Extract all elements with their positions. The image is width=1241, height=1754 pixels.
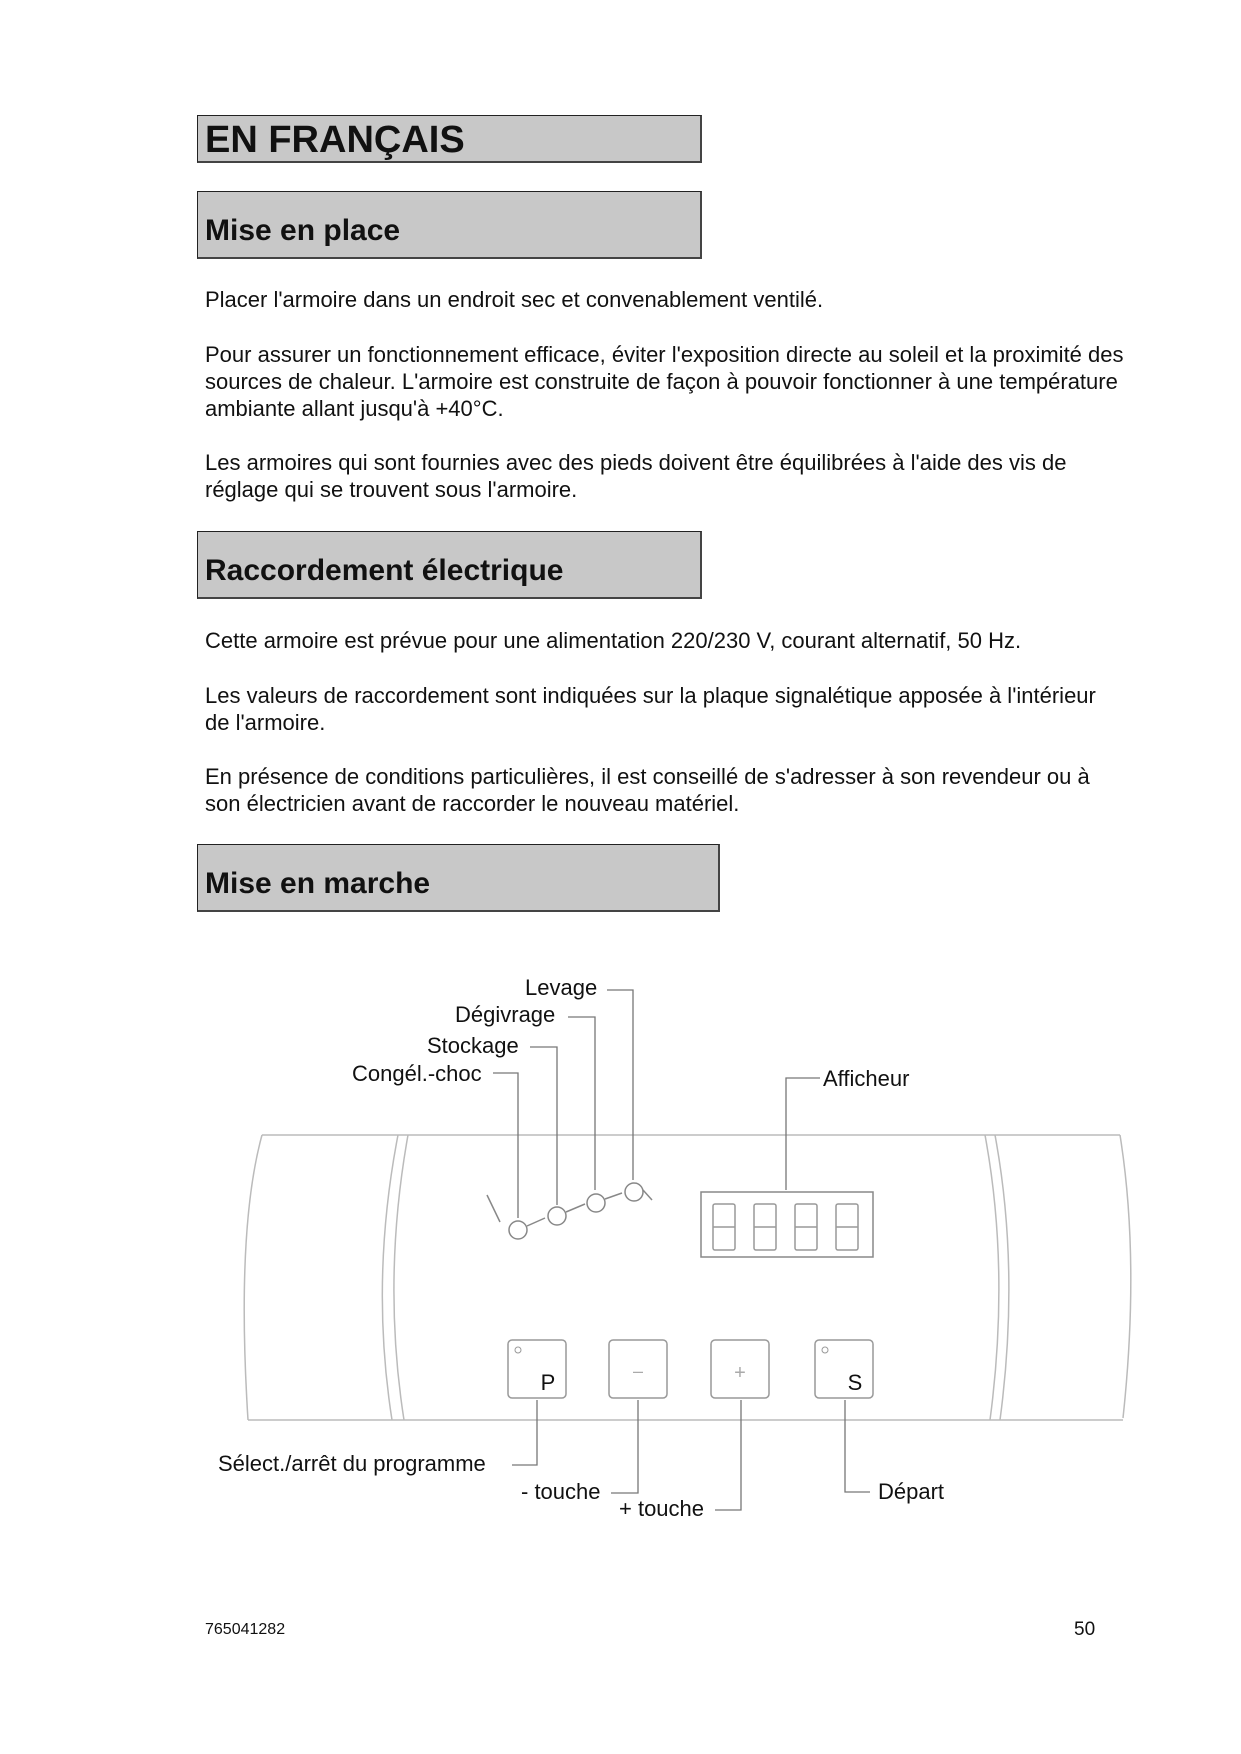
footer-page-number: 50 bbox=[1074, 1619, 1096, 1640]
minus-button-label: – bbox=[632, 1361, 644, 1381]
paragraph: Les armoires qui sont fournies avec des pieds doivent être équilibrées à l'aide des vis de réglage qui se trouvent sous l'armoire. bbox=[205, 450, 1067, 502]
p-button-label: P bbox=[540, 1370, 556, 1395]
label-select-arret: Sélect./arrêt du programme bbox=[218, 1451, 486, 1476]
s-button[interactable] bbox=[815, 1340, 873, 1398]
footer-doc-number: 765041282 bbox=[205, 1621, 286, 1638]
led-congel-choc bbox=[509, 1221, 527, 1239]
panel-left-edge bbox=[244, 1135, 262, 1420]
label-minus-touche: - touche bbox=[521, 1479, 601, 1504]
paragraph: Placer l'armoire dans un endroit sec et convenablement ventilé. bbox=[205, 287, 824, 312]
label-congel-choc: Congél.-choc bbox=[352, 1061, 482, 1086]
label-stockage: Stockage bbox=[427, 1033, 519, 1058]
paragraph: Pour assurer un fonctionnement efficace, éviter l'exposition directe au soleil et la proximité des sources de chaleur. L'armoire est construite de façon à pouvoir fonctionner à une température ambiante allant jusqu'à +40°C. bbox=[205, 342, 1124, 421]
paragraph: Cette armoire est prévue pour une alimentation 220/230 V, courant alternatif, 50 Hz. bbox=[205, 628, 1022, 653]
label-levage: Levage bbox=[525, 975, 598, 1000]
display-screen bbox=[701, 1192, 873, 1257]
panel-right-edge bbox=[1120, 1135, 1131, 1418]
paragraph: En présence de conditions particulières, il est conseillé de s'adresser à son revendeur ou à son électricien avant de raccorder le nouveau matériel. bbox=[205, 764, 1090, 816]
label-degivrage: Dégivrage bbox=[455, 1002, 556, 1027]
label-depart: Départ bbox=[878, 1479, 945, 1504]
paragraph: Les valeurs de raccordement sont indiquées sur la plaque signalétique apposée à l'intérieur de l'armoire. bbox=[205, 683, 1096, 735]
plus-button[interactable] bbox=[711, 1340, 769, 1398]
plus-button-label: + bbox=[734, 1362, 746, 1384]
label-plus-touche: + touche bbox=[619, 1496, 705, 1521]
minus-button[interactable] bbox=[609, 1340, 667, 1398]
page-title: EN FRANÇAIS bbox=[197, 115, 702, 163]
label-afficheur: Afficheur bbox=[823, 1066, 910, 1091]
control-panel-diagram bbox=[0, 960, 1241, 1540]
p-button[interactable] bbox=[508, 1340, 566, 1398]
section-heading-mise-en-marche: Mise en marche bbox=[197, 844, 720, 912]
led-degivrage bbox=[587, 1194, 605, 1212]
led-levage bbox=[625, 1183, 643, 1201]
section-heading-mise-en-place: Mise en place bbox=[197, 191, 702, 259]
s-button-label: S bbox=[847, 1370, 863, 1395]
section-heading-raccordement-electrique: Raccordement électrique bbox=[197, 531, 702, 599]
led-stockage bbox=[548, 1207, 566, 1225]
